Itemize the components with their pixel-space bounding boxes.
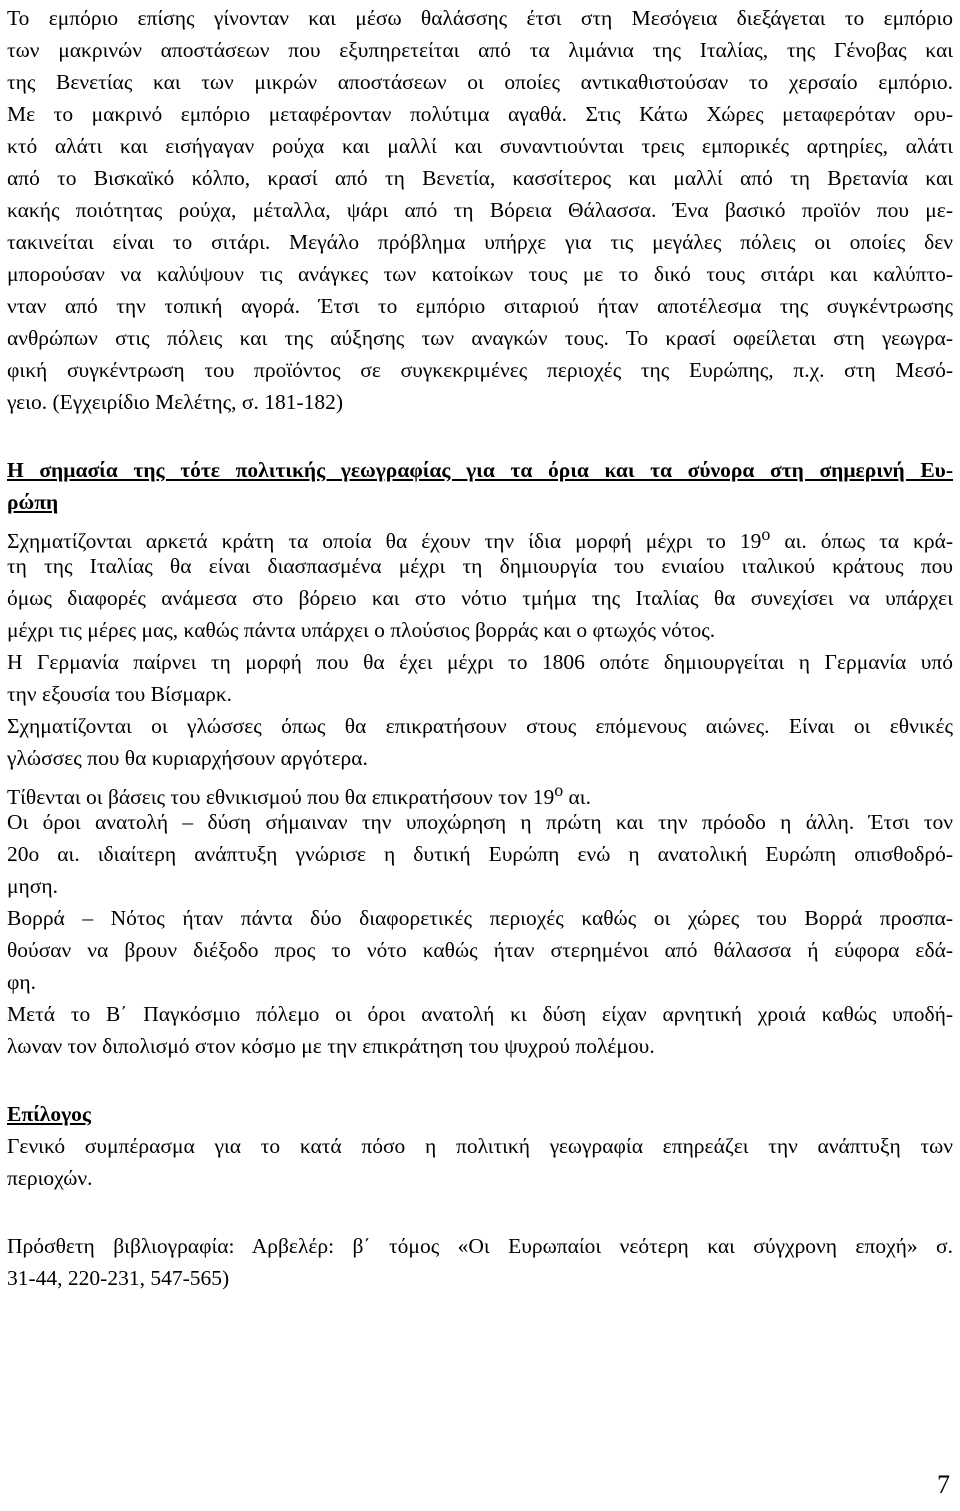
section-line: μηση. (7, 874, 58, 898)
section-line: μέχρι τις μέρες μας, καθώς πάντα υπάρχει ο πλούσιος βορράς και ο φτωχός νότος. (7, 618, 716, 642)
section-line: τη της Ιταλίας θα είναι διασπασμένα μέχρι τη δημιουργία του ενιαίου ιταλικού κράτους που (7, 554, 953, 578)
page-number: 7 (937, 1470, 950, 1499)
section-line: Σχηματίζονται οι γλώσσες όπως θα επικρατήσουν στους επόμενους αιώνες. Είναι οι εθνικές (7, 714, 953, 738)
intro-line: από το Βισκαϊκό κόλπο, κρασί από τη Βενετία, κασσίτερος και μαλλί από τη Βρετανία και (7, 166, 953, 190)
intro-line: γειο. (Εγχειρίδιο Μελέτης, σ. 181-182) (7, 390, 344, 414)
intro-line: Το εμπόριο επίσης γίνονταν και μέσω θαλάσσης έτσι στη Μεσόγεια διεξάγεται το εμπόριο (7, 6, 953, 30)
intro-line: Με το μακρινό εμπόριο μεταφέρονταν πολύτιμα αγαθά. Στις Κάτω Χώρες μεταφερόταν ορυ- (7, 102, 953, 126)
epilogue-line: Γενικό συμπέρασμα για το κατά πόσο η πολιτική γεωγραφία επηρεάζει την ανάπτυξη των (7, 1134, 953, 1158)
section-line (7, 774, 953, 810)
bibliography-line: 31-44, 220-231, 547-565) (7, 1266, 230, 1290)
intro-line: ανθρώπων στις πόλεις και της αύξησης των αναγκών τους. Το κρασί οφείλεται στη γεωγρα- (7, 326, 953, 350)
section-text: Σχηματίζονται αρκετά κράτη τα οποία θα έχουν την ίδια μορφή μέχρι το 19 (7, 529, 762, 554)
section-line: φη. (7, 970, 37, 994)
section-text: αι. όπως τα κρά- (770, 529, 953, 554)
epilogue-heading-text: Επίλογος (7, 1102, 91, 1126)
intro-line: κακής ποιότητας ρούχα, μέταλλα, ψάρι από τη Βόρεια Θάλασσα. Ένα βασικό προϊόν που με- (7, 198, 953, 222)
section-line: την εξουσία του Βίσμαρκ. (7, 682, 233, 706)
section-line (7, 518, 953, 554)
section-line: Βορρά – Νότος ήταν πάντα δύο διαφορετικές περιοχές καθώς οι χώρες του Βορρά προσπα- (7, 906, 953, 930)
epilogue-heading (7, 1098, 953, 1130)
section-heading-text: ρώπη (7, 490, 59, 514)
section-line: 20ο αι. ιδιαίτερη ανάπτυξη γνώρισε η δυτική Ευρώπη ενώ η ανατολική Ευρώπη οπισθοδρό- (7, 842, 953, 866)
section-line: θούσαν να βρουν διέξοδο προς το νότο καθώς ήταν στερημένοι από θάλασσα ή εύφορα εδά- (7, 938, 953, 962)
section-heading-text: Η σημασία της τότε πολιτικής γεωγραφίας για τα όρια και τα σύνορα στη σημερινή Ευ- (7, 458, 953, 482)
section-line: Μετά το Β΄ Παγκόσμιο πόλεμο οι όροι ανατολή κι δύση είχαν αρνητική χροιά καθώς υποδή- (7, 1002, 953, 1026)
section-line: Οι όροι ανατολή – δύση σήμαιναν την υποχώρηση η πρώτη και την πρόοδο η άλλη. Έτσι τον (7, 810, 953, 834)
epilogue-line: περιοχών. (7, 1166, 93, 1190)
section-line: λωναν τον διπολισμό στον κόσμο με την επικράτηση του ψυχρού πολέμου. (7, 1034, 655, 1058)
intro-line: φική συγκέντρωση του προϊόντος σε συγκεκριμένες περιοχές της Ευρώπης, π.χ. στη Μεσό- (7, 358, 953, 382)
section-line: όμως διαφορές ανάμεσα στο βόρειο και στο νότιο τμήμα της Ιταλίας θα συνεχίσει να υπάρχει (7, 586, 953, 610)
section-heading (7, 486, 953, 518)
bibliography-line: Πρόσθετη βιβλιογραφία: Αρβελέρ: β΄ τόμος «Οι Ευρωπαίοι νεότερη και σύγχρονη εποχή» σ. (7, 1234, 953, 1258)
superscript: ο (554, 780, 564, 800)
intro-line: τακινείται είναι το σιτάρι. Μεγάλο πρόβλημα υπήρχε για τις μεγάλες πόλεις οι οποίες δεν (7, 230, 953, 254)
intro-line: κτό αλάτι και εισήγαγαν ρούχα και μαλλί και συναντιούνται τρεις εμπορικές αρτηρίες, αλάτι (7, 134, 953, 158)
intro-line: της Βενετίας και των μικρών αποστάσεων οι οποίες αντικαθιστούσαν το χερσαίο εμπόριο. (7, 70, 953, 94)
intro-line: των μακρινών αποστάσεων που εξυπηρετείται από τα λιμάνια της Ιταλίας, της Γένοβας και (7, 38, 953, 62)
section-text: Τίθενται οι βάσεις του εθνικισμού που θα επικρατήσουν τον 19 (7, 785, 555, 810)
intro-line: νταν από την τοπική αγορά. Έτσι το εμπόριο σιταριού ήταν αποτέλεσμα της συγκέντρωσης (7, 294, 953, 318)
intro-line: μπορούσαν να καλύψουν τις ανάγκες των κατοίκων τους με το δικό τους σιτάρι και καλύπτο- (7, 262, 953, 286)
section-text: αι. (563, 785, 591, 810)
section-line: Η Γερμανία παίρνει τη μορφή που θα έχει μέχρι το 1806 οπότε δημιουργείται η Γερμανία υπό (7, 650, 953, 674)
superscript: ο (761, 524, 771, 544)
section-heading (7, 454, 953, 486)
section-line: γλώσσες που θα κυριαρχήσουν αργότερα. (7, 746, 368, 770)
